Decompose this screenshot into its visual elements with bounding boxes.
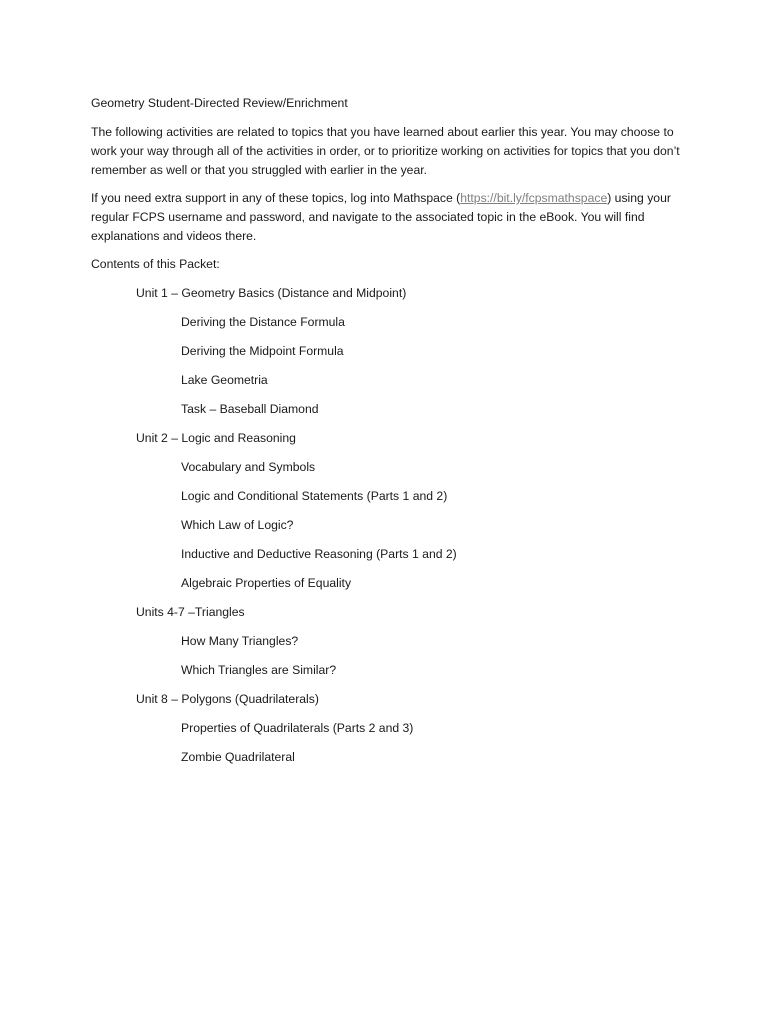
document-title: Geometry Student-Directed Review/Enrichment bbox=[91, 96, 348, 110]
topic-item: Inductive and Deductive Reasoning (Parts 1 and 2) bbox=[181, 547, 457, 561]
topic-item: Which Triangles are Similar? bbox=[181, 663, 337, 677]
contents-list bbox=[91, 284, 691, 767]
topic-item: Deriving the Midpoint Formula bbox=[181, 344, 344, 358]
unit-heading: Unit 8 – Polygons (Quadrilaterals) bbox=[136, 692, 319, 706]
unit-heading: Unit 1 – Geometry Basics (Distance and Midpoint) bbox=[136, 286, 407, 300]
topic-item: Logic and Conditional Statements (Parts 1 and 2) bbox=[181, 489, 448, 503]
intro-paragraph: The following activities are related to topics that you have learned about earlier this year. You may choose to work your way through all of the activities in order, or to prioritize working on activities for topics that you don’t remember as well or that you struggled with earlier in the year. bbox=[91, 125, 680, 177]
unit-heading: Unit 2 – Logic and Reasoning bbox=[136, 431, 296, 445]
topic-item: Task – Baseball Diamond bbox=[181, 402, 319, 416]
support-text-after-link: ) using your regular FCPS username and password, and navigate to the associated topic in the eBook. You will find explanations and videos there. bbox=[91, 191, 671, 243]
topic-item: Which Law of Logic? bbox=[181, 518, 294, 532]
contents-label: Contents of this Packet: bbox=[91, 257, 220, 271]
topic-item: Zombie Quadrilateral bbox=[181, 750, 295, 764]
mathspace-link[interactable]: https://bit.ly/fcpsmathspace bbox=[460, 191, 608, 205]
topic-item: Properties of Quadrilaterals (Parts 2 and 3) bbox=[181, 721, 414, 735]
support-paragraph bbox=[91, 189, 691, 246]
unit-heading: Units 4-7 –Triangles bbox=[136, 605, 245, 619]
topic-item: Vocabulary and Symbols bbox=[181, 460, 316, 474]
document-body bbox=[91, 94, 691, 777]
topic-item: Algebraic Properties of Equality bbox=[181, 576, 352, 590]
support-text-before-link: If you need extra support in any of these topics, log into Mathspace ( bbox=[91, 191, 461, 205]
topic-item: Deriving the Distance Formula bbox=[181, 315, 345, 329]
topic-item: How Many Triangles? bbox=[181, 634, 299, 648]
topic-item: Lake Geometria bbox=[181, 373, 268, 387]
